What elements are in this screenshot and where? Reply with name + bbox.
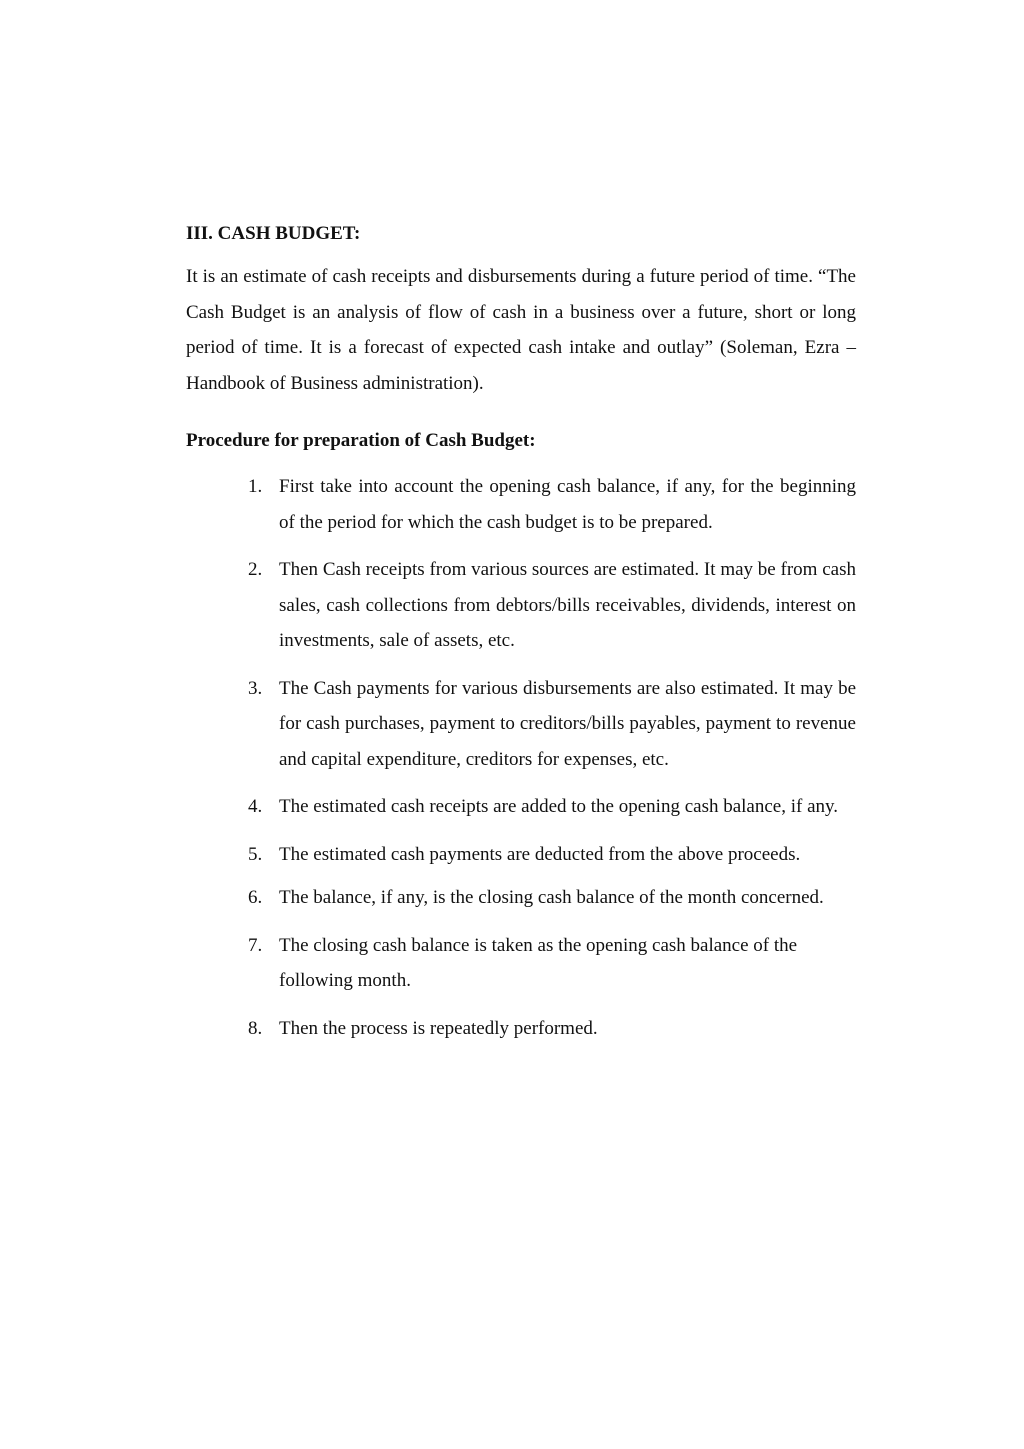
step-number: 4. xyxy=(248,796,263,818)
intro-paragraph: It is an estimate of cash receipts and disbursements during a future period of time. “The Cash Budget is an analysis of flow of cash in a business over a future, short or long period of time. It is a forecast of expected cash intake and outlay” (Soleman, Ezra – Handbook of Business administration). xyxy=(186,266,856,394)
step-number: 8. xyxy=(248,1017,263,1039)
step-4 xyxy=(186,789,856,825)
procedure-steps-list xyxy=(186,469,856,1046)
step-6 xyxy=(186,880,856,916)
step-number: 7. xyxy=(248,934,263,956)
step-text: Then Cash receipts from various sources are estimated. It may be from cash sales, cash collections from debtors/bills receivables, dividends, interest on investments, sale of assets, etc. xyxy=(279,559,856,652)
step-number: 2. xyxy=(248,559,263,581)
step-number: 6. xyxy=(248,887,263,909)
step-number: 3. xyxy=(248,677,263,699)
step-number: 5. xyxy=(248,843,263,865)
step-1 xyxy=(186,469,856,540)
step-3 xyxy=(186,671,856,778)
step-8 xyxy=(186,1011,856,1047)
step-text: The Cash payments for various disbursements are also estimated. It may be for cash purchases, payment to creditors/bills payables, payment to revenue and capital expenditure, creditors for expenses, etc. xyxy=(279,677,856,770)
step-text: The closing cash balance is taken as the opening cash balance of the following month. xyxy=(279,934,798,992)
step-text: The estimated cash payments are deducted from the above proceeds. xyxy=(279,843,801,865)
step-number: 1. xyxy=(248,476,263,498)
step-text: The estimated cash receipts are added to the opening cash balance, if any. xyxy=(279,796,839,818)
step-text: The balance, if any, is the closing cash balance of the month concerned. xyxy=(279,887,824,909)
step-text: First take into account the opening cash balance, if any, for the beginning of the period for which the cash budget is to be prepared. xyxy=(279,476,856,533)
document-page xyxy=(186,220,856,1058)
section-heading: III. CASH BUDGET: xyxy=(186,223,361,244)
step-5 xyxy=(186,837,856,873)
step-7 xyxy=(186,928,856,999)
procedure-heading: Procedure for preparation of Cash Budget: xyxy=(186,430,536,452)
step-2 xyxy=(186,552,856,659)
step-text: Then the process is repeatedly performed. xyxy=(279,1017,598,1039)
